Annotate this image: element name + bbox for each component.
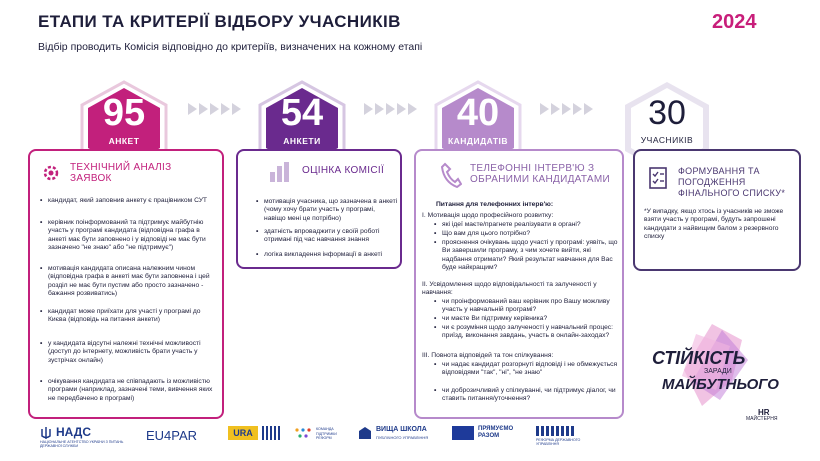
list-item: • кандидат може приїхати для участі у програмі до Києва (відповідь на питання анкети) — [40, 308, 201, 324]
list-item: • чи надає кандидат розгорнуті відповіді і не обмежується відповідями "так", "ні", "не знаю" — [434, 361, 618, 377]
vshcha-logo: ВИЩА ШКОЛА — [376, 426, 427, 433]
list-item: • чи проінформований ваш керівник про Вашу можливу участь у навчальній програмі? — [434, 298, 610, 314]
hr-label: HR — [758, 408, 770, 417]
stage-4-note: *У випадку, якщо хтось із учасників не зможе взяти участь у програмі, будуть запрошені кандидати з найвищим балом з резервного списку — [644, 208, 784, 241]
ura-logo: URA — [228, 426, 258, 440]
dots-icon — [294, 426, 312, 442]
section-title: II. Усвідомлення щодо відповідальності та залученості у навчання: — [422, 281, 597, 297]
list-item: • у кандидата відсутні належні технічні можливості (доступ до інтернету, можливість брати участь у зустрічах онлайн) — [40, 340, 201, 364]
stage-3-number: 40 — [456, 92, 500, 134]
nads-sub: НАЦІОНАЛЬНЕ АГЕНТСТВО УКРАЇНИ З ПИТАНЬ ДЕРЖАВНОЇ СЛУЖБИ — [40, 440, 124, 448]
stage-4-number: 30 — [648, 94, 686, 132]
year-label: 2024 — [712, 11, 757, 33]
bar-chart-icon — [268, 160, 294, 184]
list-item: • чи маєте Ви підтримку керівника? — [434, 315, 548, 322]
eu-flag — [452, 426, 474, 440]
questions-title: Питання для телефонних інтерв'ю: — [436, 201, 554, 208]
reform-pattern — [536, 426, 576, 436]
list-item: • прояснення очікувань щодо участі у програмі: уявіть, що Ви завершили програму, з чим хочете вийти, які надбання отримати? Який результат навчання для Вас буде найкращим? — [434, 239, 618, 272]
trident-icon — [40, 426, 52, 440]
stage-3-heading: ТЕЛЕФОННІ ІНТЕРВ'Ю З ОБРАНИМИ КАНДИДАТАМИ — [470, 163, 611, 185]
pryamuemo-logo: ПРЯМУЄМО РАЗОМ — [478, 426, 514, 439]
page-title: ЕТАПИ ТА КРИТЕРІЇ ВІДБОРУ УЧАСНИКІВ — [38, 12, 401, 31]
list-item: • чи доброзичливий у спілкуванні, чи підтримує діалог, чи ставить питання/уточнення? — [434, 387, 616, 403]
stage-4-heading: ФОРМУВАННЯ ТА ПОГОДЖЕННЯ ФІНАЛЬНОГО СПИСКУ* — [678, 166, 786, 198]
list-item: • Що вам для цього потрібно? — [434, 230, 531, 237]
nads-logo: НАДС — [56, 425, 91, 439]
stage-1-number: 95 — [102, 92, 146, 134]
gear-icon — [40, 162, 62, 184]
brand-line-2: ЗАРАДИ — [704, 368, 732, 375]
arrow-1 — [188, 103, 241, 115]
hr-sublabel: МАЙСТЕРНЯ — [746, 416, 778, 422]
list-item: • керівник поінформований та підтримує майбутнію участь у програмі кандидата (відповідна графа в анкеті має бути заповнено і у відповіді не має бути зазначено "не знаю" або "не підтримує") — [40, 219, 206, 252]
stage-2-caption: АНКЕТИ — [283, 136, 321, 146]
school-icon — [358, 426, 372, 440]
brand-line-1: СТІЙКІСТЬ — [652, 348, 746, 368]
kpr-logo: КОМАНДА ПІДТРИМКИ РЕФОРМ — [316, 427, 337, 440]
list-item: • логіка викладення інформації в анкеті — [256, 251, 383, 258]
list-item: • які ідеї маєте/прагнете реалізувати в органі? — [434, 221, 581, 228]
list-item: • очікування кандидата не співпадають із можливістю програми (наприклад, зазначені теми, вивчення яких не передбачено в програмі) — [40, 378, 213, 402]
stage-1-heading: ТЕХНІЧНИЙ АНАЛІЗ ЗАЯВОК — [70, 162, 172, 184]
stage-1-caption: АНКЕТ — [108, 136, 140, 146]
page-subtitle: Відбір проводить Комісія відповідно до критеріїв, визначених на кожному етапі — [38, 41, 423, 53]
checklist-icon — [648, 166, 670, 190]
brand-line-3: МАЙБУТНЬОГО — [662, 376, 779, 393]
ura-barcode — [262, 426, 280, 440]
list-item: • мотивація кандидата описана належним чином (відповідна графа в анкеті має бути заповнена і цей розділ не має бути пустим або просто зазначено - бажання розвиватись) — [40, 265, 210, 298]
stage-2-heading: ОЦІНКА КОМІСІЇ — [302, 165, 385, 176]
arrow-2 — [364, 103, 417, 115]
stage-3-caption: КАНДИДАТІВ — [447, 136, 509, 146]
list-item: • чи є розуміння щодо залученості у навчальний процес: приїзд, виконання завдань, участь в онлайн-заходах? — [434, 324, 614, 340]
list-item: • здатність впроваджити у своїй роботі отримані під час навчання знання — [256, 228, 380, 244]
list-item: • мотивація учасника, що зазначена в анкеті (чому хочу брати участь у програмі, навіщо мені це потрібно) — [256, 198, 398, 222]
eu4par-logo: EU4PAR — [146, 428, 198, 443]
stage-4-caption: УЧАСНИКІВ — [640, 135, 694, 145]
vshcha-sub: ПУБЛІЧНОГО УПРАВЛІННЯ — [376, 435, 429, 440]
stiikist-logo — [652, 320, 798, 422]
reform-logo: РЕФОРМА ДЕРЖАВНОГО УПРАВЛІННЯ — [536, 438, 581, 447]
phone-icon — [440, 162, 462, 188]
section-title: III. Повнота відповідей та тон спілкування: — [422, 352, 554, 359]
arrow-3 — [540, 103, 593, 115]
stage-2-number: 54 — [280, 92, 324, 134]
section-title: I. Мотивація щодо професійного розвитку: — [422, 212, 554, 219]
list-item: • кандидат, який заповнив анкету є працівником СУТ — [40, 197, 208, 204]
